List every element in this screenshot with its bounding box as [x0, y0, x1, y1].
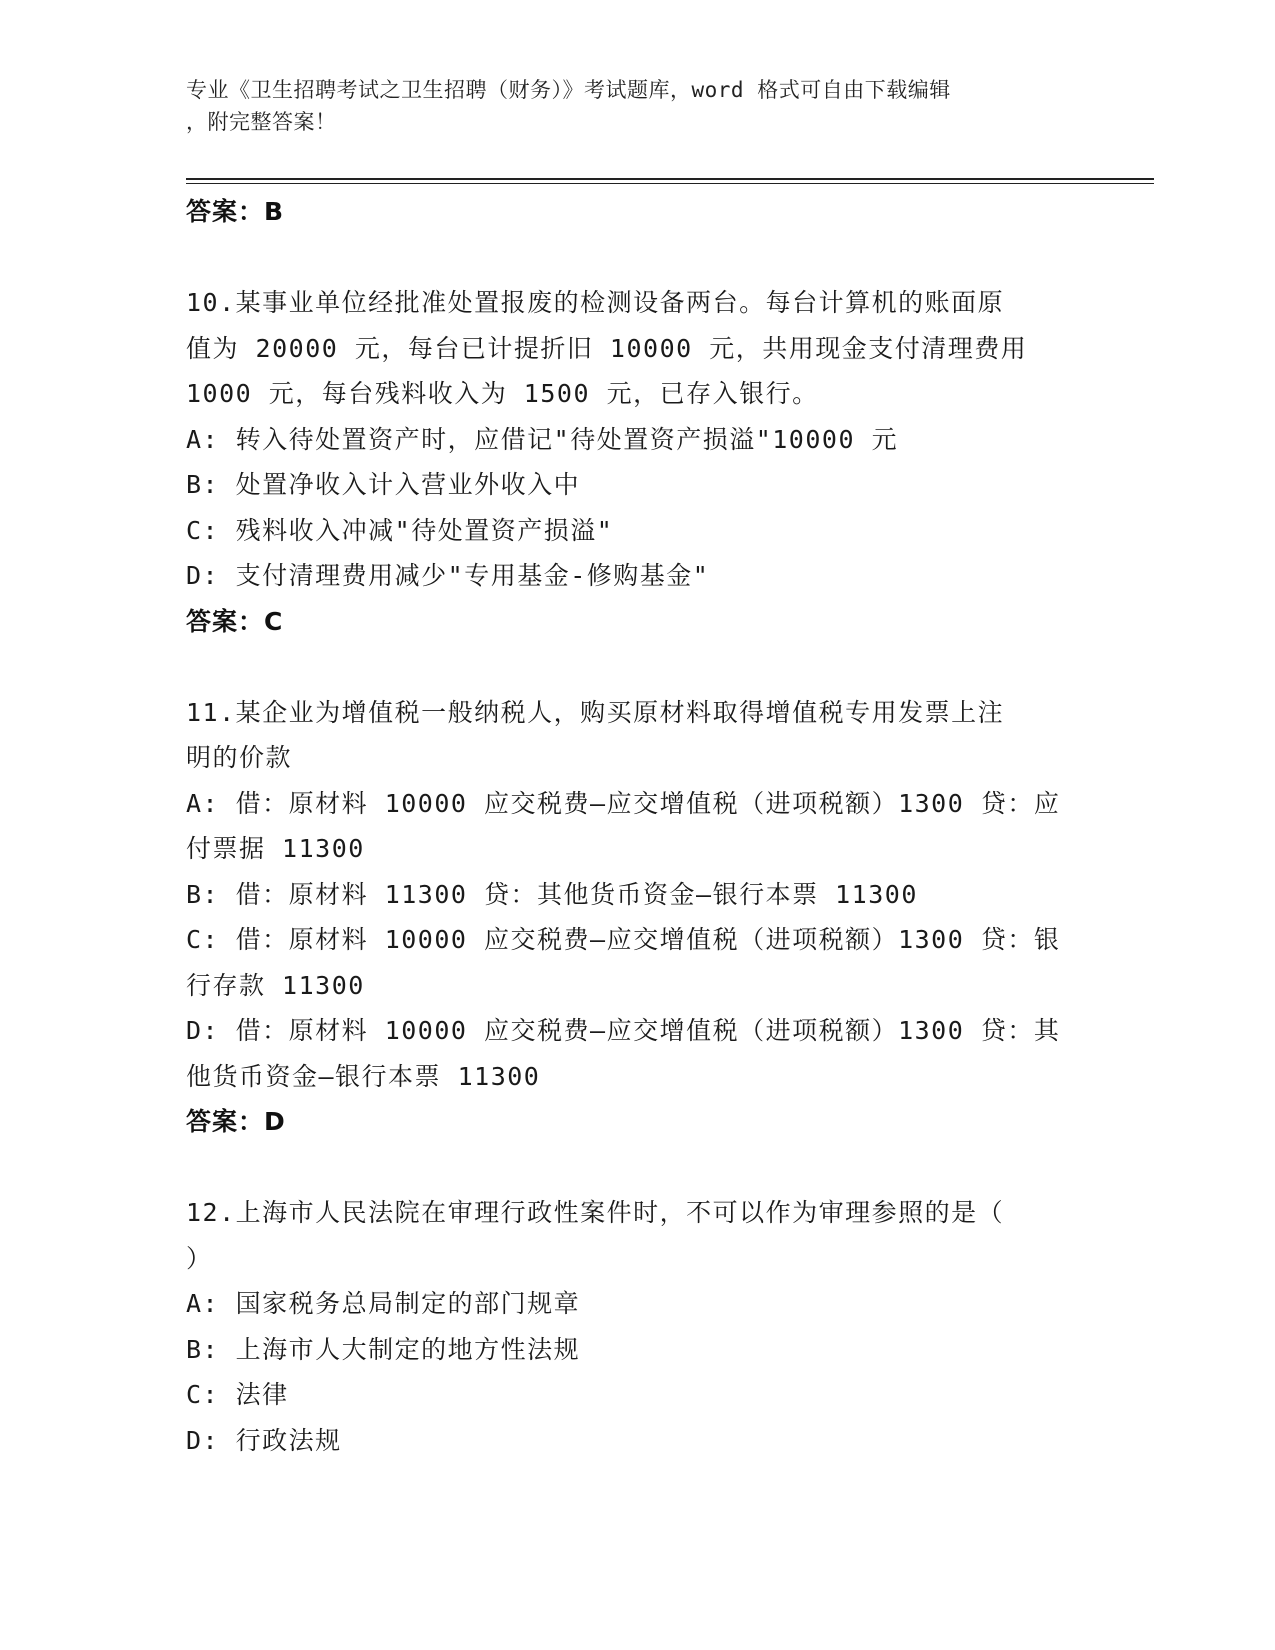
question-block: [186, 690, 1086, 1191]
option-line: D: 借：原材料 10000 应交税费—应交增值税（进项税额）1300 贷：其: [186, 1016, 1061, 1045]
question-stem-line: 10.某事业单位经批准处置报废的检测设备两台。每台计算机的账面原: [186, 288, 1005, 317]
answer-line: 答案：B: [186, 197, 285, 226]
option-line: B: 借：原材料 11300 贷：其他货币资金—银行本票 11300: [186, 879, 918, 909]
question-stem-line: 12.上海市人民法院在审理行政性案件时，不可以作为审理参照的是（: [186, 1198, 1005, 1227]
question-stem-line: 1000 元，每台残料收入为 1500 元，已存入银行。: [186, 379, 819, 408]
spacer: [186, 235, 1086, 281]
option-line: D: 行政法规: [186, 1425, 342, 1455]
option-line: B: 上海市人大制定的地方性法规: [186, 1334, 581, 1364]
option-line: C: 借：原材料 10000 应交税费—应交增值税（进项税额）1300 贷：银: [186, 925, 1061, 954]
question-stem-line: 明的价款: [186, 743, 293, 772]
option-line: C: 残料收入冲减"待处置资产损溢": [186, 515, 614, 545]
question-stem-line: ）: [186, 1243, 213, 1273]
document-header: [186, 74, 1066, 138]
question-list: [186, 189, 1086, 1463]
option-line: B: 处置净收入计入营业外收入中: [186, 470, 581, 499]
option-line: 付票据 11300: [186, 834, 365, 863]
spacer: [186, 1145, 1086, 1191]
answer-line: 答案：C: [186, 606, 284, 636]
answer-line: 答案：D: [186, 1107, 286, 1136]
header-rule-thin: [186, 183, 1154, 184]
option-line: A: 国家税务总局制定的部门规章: [186, 1289, 581, 1318]
option-line: C: 法律: [186, 1380, 289, 1409]
header-rule-thick: [186, 178, 1154, 180]
spacer: [186, 644, 1086, 690]
option-line: D: 支付清理费用减少"专用基金-修购基金": [186, 561, 710, 590]
option-line: 行存款 11300: [186, 970, 365, 1000]
question-block: [186, 280, 1086, 690]
question-block: [186, 1190, 1086, 1463]
header-line-2: ，附完整答案！: [186, 110, 337, 134]
option-line: A: 借：原材料 10000 应交税费—应交增值税（进项税额）1300 贷：应: [186, 788, 1061, 818]
option-line: A: 转入待处置资产时，应借记"待处置资产损溢"10000 元: [186, 424, 899, 454]
header-line-1: 专业《卫生招聘考试之卫生招聘（财务）》考试题库，word 格式可自由下载编辑: [186, 78, 951, 102]
option-line: 他货币资金—银行本票 11300: [186, 1061, 541, 1091]
question-stem-line: 值为 20000 元，每台已计提折旧 10000 元，共用现金支付清理费用: [186, 333, 1028, 363]
question-stem-line: 11.某企业为增值税一般纳税人，购买原材料取得增值税专用发票上注: [186, 697, 1005, 727]
